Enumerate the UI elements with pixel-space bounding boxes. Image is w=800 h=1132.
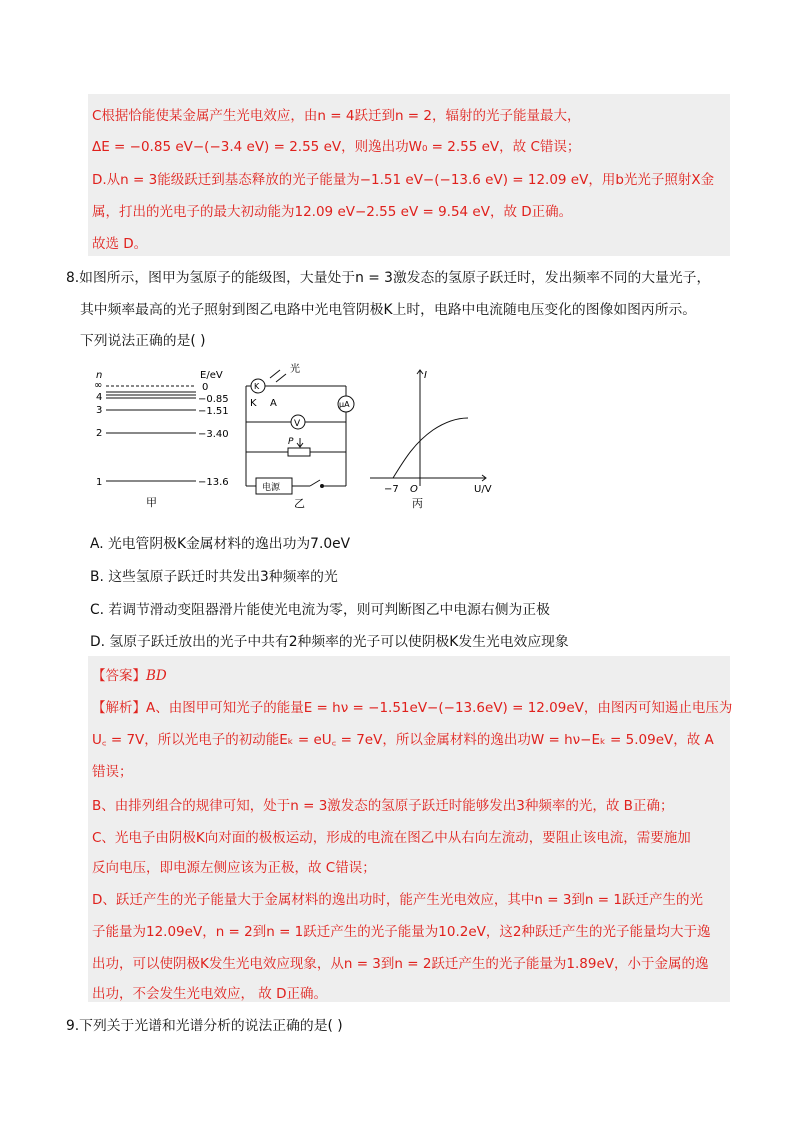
k-label: K (250, 398, 257, 409)
energy-axis-label: E/eV (200, 370, 223, 381)
level-n-inf: ∞ (94, 380, 103, 391)
photocell-label: K (254, 382, 260, 391)
stop-voltage-label: −7 (384, 484, 399, 495)
light-arrow-icon (270, 370, 280, 378)
level-n-2: 2 (96, 428, 103, 439)
iu-curve (393, 418, 468, 478)
answer-value: BD (146, 668, 167, 684)
n-label: n (96, 370, 103, 381)
previous-analysis-box (88, 94, 730, 256)
ammeter-label: μA (339, 400, 350, 409)
source-label: 电源 (262, 483, 281, 493)
analysis-line: C、光电子由阴极K向对面的极板运动，形成的电流在图乙中从右向左流动，要阻止该电流，需要施加 (92, 830, 691, 846)
analysis-line: ΔE = −0.85 eV−(−3.4 eV) = 2.55 eV，则逸出功W₀ = 2.55 eV，故 C错误； (92, 139, 581, 155)
answer-analysis-box (88, 656, 733, 1002)
question-8-stem-line: 其中频率最高的光子照射到图乙电路中光电管阴极K上时，电路中电流随电压变化的图像如图丙所示。 (80, 302, 697, 318)
question-8-figure (88, 362, 508, 516)
figure-yi-circuit (246, 370, 354, 494)
voltmeter-label: V (294, 419, 301, 429)
slider-label: P (288, 437, 294, 447)
switch-icon (310, 480, 320, 486)
answer-line (92, 664, 167, 684)
level-e-1: −13.6 (198, 477, 229, 488)
analysis-line: D.从n = 3能级跃迁到基态释放的光子能量为−1.51 eV−(−13.6 eV) = 12.09 eV，用b光光子照射X金 (92, 172, 715, 188)
figure-bing-graph (370, 370, 486, 486)
option-b[interactable]: B. 这些氢原子跃迁时共发出3种频率的光 (90, 569, 338, 585)
caption-bing: 丙 (412, 497, 423, 510)
question-9-stem: 9.下列关于光谱和光谱分析的说法正确的是( ) (66, 1018, 343, 1034)
level-n-3: 3 (96, 405, 103, 416)
option-a[interactable]: A. 光电管阴极K金属材料的逸出功为7.0eV (90, 536, 351, 552)
caption-yi: 乙 (294, 497, 305, 510)
origin-label: O (410, 484, 418, 495)
analysis-line: 子能量为12.09eV，n = 2到n = 1跃迁产生的光子能量为10.2eV，这2种跃迁产生的光子能量均大于逸 (92, 924, 711, 940)
analysis-line: U꜀ = 7V，所以光电子的初动能Eₖ = eU꜀ = 7eV，所以金属材料的逸出功W = hν−Eₖ = 5.09eV，故 A (92, 732, 714, 748)
option-c[interactable]: C. 若调节滑动变阻器滑片能使光电流为零，则可判断图乙中电源右侧为正极 (90, 602, 550, 618)
a-label: A (270, 398, 277, 409)
analysis-line: 出功，不会发生光电效应， 故 D正确。 (92, 986, 327, 1002)
figure-svg (88, 362, 508, 512)
rheostat-icon (288, 448, 310, 456)
question-8-stem-line: 8.如图所示，图甲为氢原子的能级图，大量处于n = 3激发态的氢原子跃迁时，发出频率不同的大量光子， (66, 270, 711, 286)
caption-jia: 甲 (146, 496, 157, 509)
level-e-3: −1.51 (198, 406, 229, 417)
analysis-line: B、由排列组合的规律可知，处于n = 3激发态的氢原子跃迁时能够发出3种频率的光，故 B正确； (92, 798, 674, 814)
analysis-line: 出功，可以使阴极K发生光电效应现象，从n = 3到n = 2跃迁产生的光子能量为1.89eV，小于金属的逸 (92, 956, 709, 972)
analysis-line: C根据恰能使某金属产生光电效应，由n = 4跃迁到n = 2，辐射的光子能量最大， (92, 108, 581, 124)
question-8-stem-line: 下列说法正确的是( ) (80, 333, 206, 349)
light-label: 光 (290, 364, 300, 375)
level-n-4: 4 (96, 392, 103, 403)
level-n-1: 1 (96, 477, 103, 488)
analysis-line: 错误； (92, 764, 133, 780)
analysis-line: D、跃迁产生的光子能量大于金属材料的逸出功时，能产生光电效应，其中n = 3到n = 1跃迁产生的光 (92, 892, 703, 908)
figure-jia-energy-levels (94, 370, 229, 509)
analysis-line: 【解析】A、由图甲可知光子的能量E = hν = −1.51eV−(−13.6eV) = 12.09eV，由图丙可知遏止电压为 (92, 700, 733, 716)
level-e-2: −3.40 (198, 429, 229, 440)
level-e-4: −0.85 (198, 394, 229, 405)
analysis-line: 故选 D。 (92, 236, 148, 252)
level-e-inf: 0 (202, 382, 209, 393)
u-axis-label: U/V (474, 484, 492, 495)
i-axis-label: I (424, 370, 427, 381)
analysis-line: 反向电压，即电源左侧应该为正极，故 C错误； (92, 860, 376, 876)
option-d[interactable]: D. 氢原子跃迁放出的光子中共有2种频率的光子可以使阴极K发生光电效应现象 (90, 634, 569, 650)
answer-tag: 【答案】 (92, 668, 146, 684)
analysis-line: 属，打出的光电子的最大初动能为12.09 eV−2.55 eV = 9.54 eV，故 D正确。 (92, 204, 573, 220)
